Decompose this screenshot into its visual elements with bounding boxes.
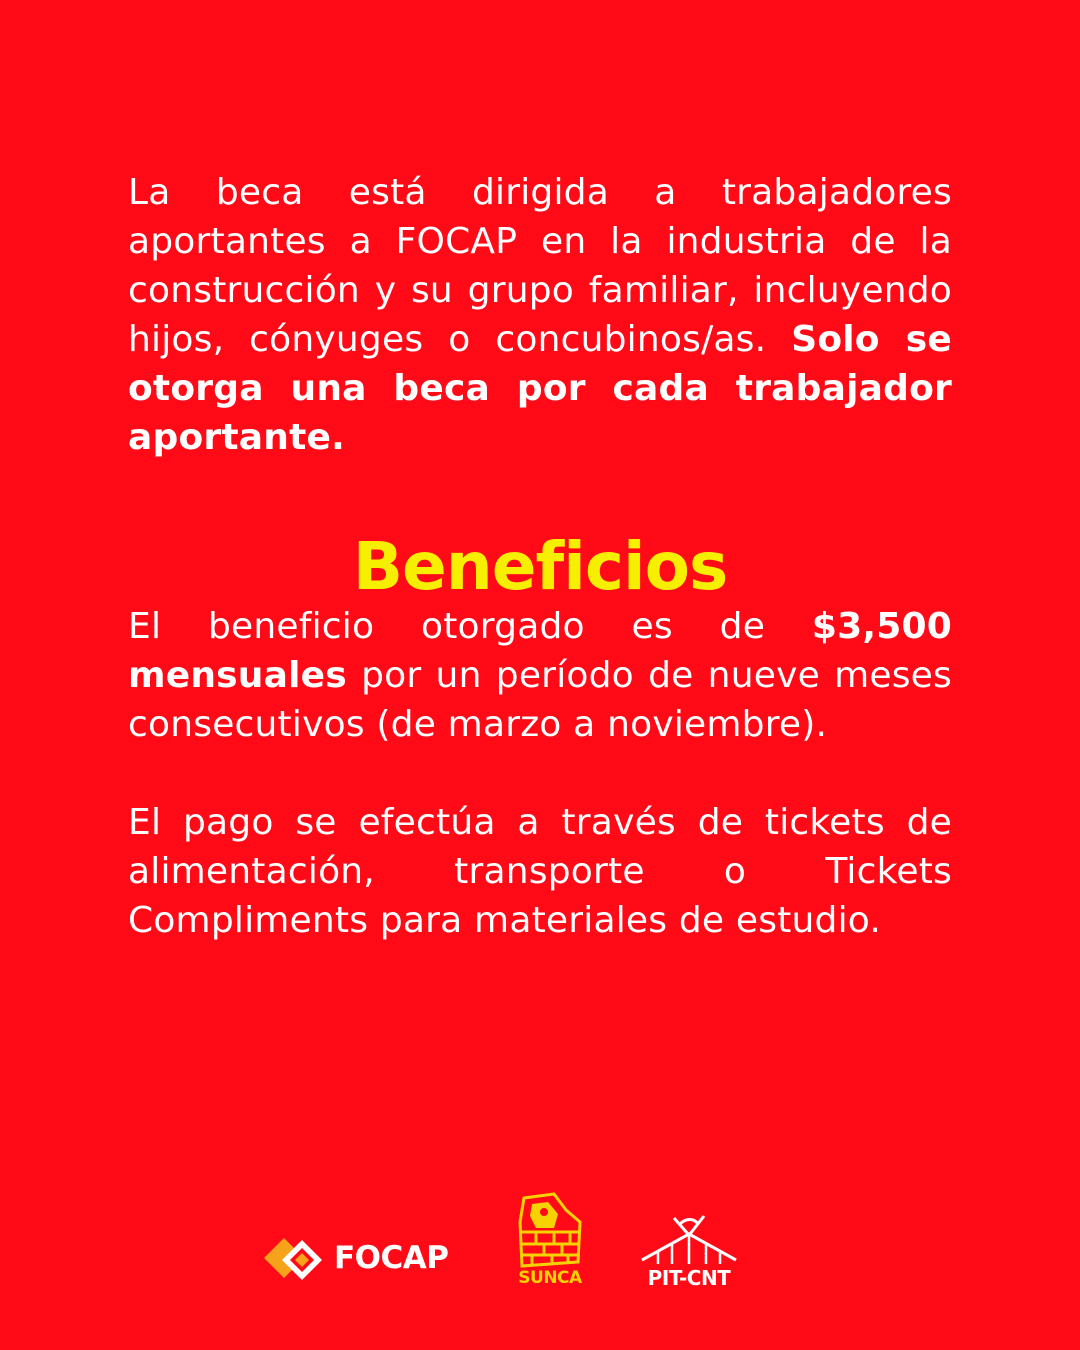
benefit-suffix: por un período de nueve meses consecutivos (de marzo a noviembre). [128,655,952,745]
pitcnt-wordmark: PIT-CNT [647,1266,731,1290]
intro-text: La beca está dirigida a trabajadores aportantes a FOCAP en la industria de la construcción y su grupo familiar, incluyendo hijos, cónyuges o concubinos/as. [128,172,952,360]
sunca-emblem-icon [514,1192,586,1270]
main-content [128,168,952,945]
pitcnt-emblem-icon [636,1212,742,1268]
benefit-paragraph [128,602,952,749]
pitcnt-logo [636,1212,742,1292]
sunca-wordmark: SUNCA [518,1268,582,1288]
payment-paragraph: El pago se efectúa a través de tickets de alimentación, transporte o Tickets Compliments para materiales de estudio. [128,802,952,941]
focap-logo [262,1234,472,1284]
benefit-amount: $3,500 mensuales [128,606,952,696]
focap-mark-icon [262,1234,332,1284]
logo-bar [0,1188,1080,1298]
benefits-heading: Beneficios [352,528,728,605]
intro-paragraph [128,168,952,462]
benefit-prefix: El beneficio otorgado es de [128,606,812,647]
sunca-logo [514,1192,586,1292]
focap-wordmark: FOCAP [334,1240,449,1276]
intro-bold-text: Solo se otorga una beca por cada trabajador aportante. [128,319,953,458]
